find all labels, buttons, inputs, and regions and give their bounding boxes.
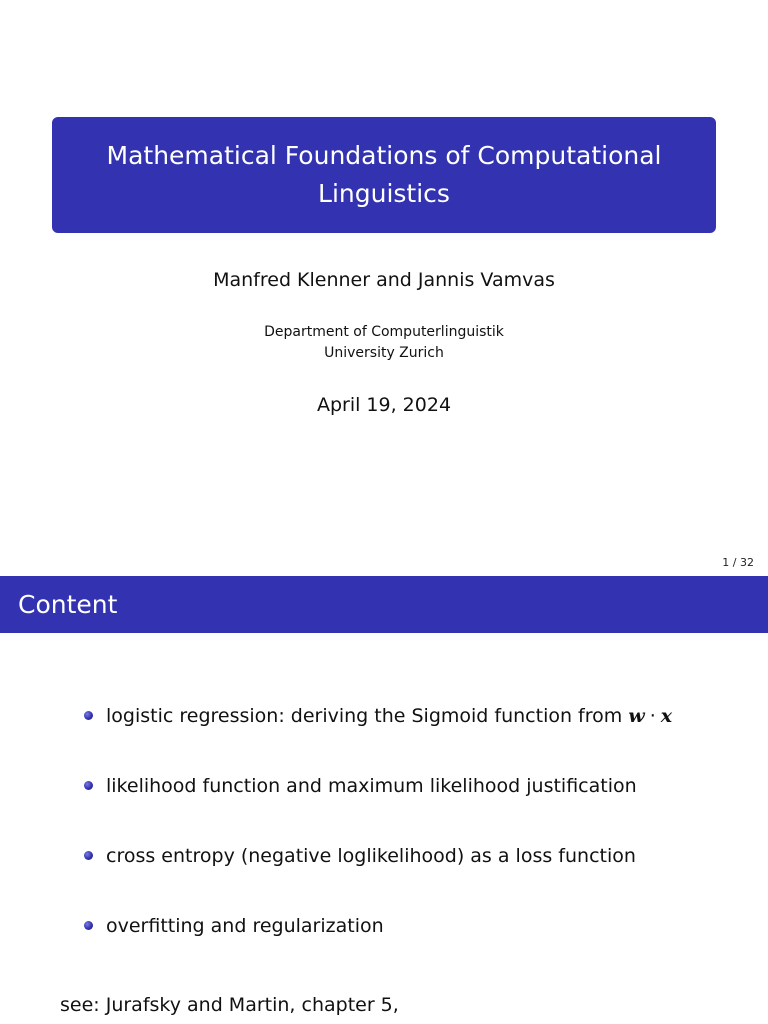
reference-note: see: Jurafsky and Martin, chapter 5, (60, 994, 399, 1016)
presentation-date: April 19, 2024 (316, 394, 452, 416)
bullet-text: overfitting and regularization (106, 915, 384, 937)
institution-university: University Zurich (324, 345, 444, 361)
institution-department: Department of Computerlinguistik (264, 324, 504, 340)
page-number: 1 / 32 (722, 556, 754, 569)
content-slide (0, 576, 768, 1024)
list-item (84, 910, 672, 980)
list-item (84, 770, 672, 840)
bullet-icon (84, 851, 93, 860)
math-x: x (660, 705, 673, 727)
bullet-icon (84, 711, 93, 720)
title-block (52, 117, 716, 233)
math-w: w (628, 705, 645, 727)
frame-title: Content (18, 590, 118, 619)
math-dot: · (649, 705, 656, 727)
bullet-icon (84, 921, 93, 930)
list-item (84, 700, 672, 770)
list-item (84, 840, 672, 910)
bullet-text: likelihood function and maximum likelihood justification (106, 775, 637, 797)
slide-title: Mathematical Foundations of Computational Linguistics (106, 141, 662, 208)
institution (0, 322, 768, 364)
authors: Manfred Klenner and Jannis Vamvas (213, 269, 555, 291)
bullet-list (84, 700, 672, 980)
bullet-text: logistic regression: deriving the Sigmoid function from (106, 705, 629, 727)
frame-header (0, 576, 768, 633)
bullet-icon (84, 781, 93, 790)
bullet-text: cross entropy (negative loglikelihood) as a loss function (106, 845, 636, 867)
